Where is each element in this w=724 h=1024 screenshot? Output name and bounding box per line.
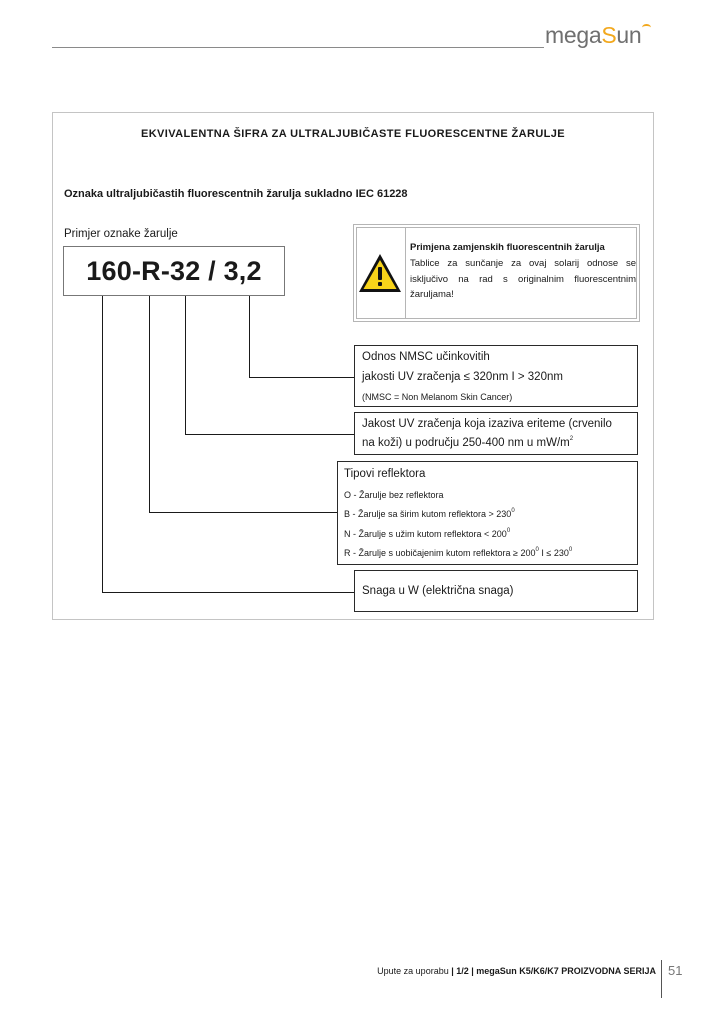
warning-divider xyxy=(405,227,406,319)
degree-sup: 0 xyxy=(506,528,511,534)
connector-power-vertical xyxy=(102,296,103,593)
warning-title: Primjena zamjenskih fluorescentnih žarulja xyxy=(410,242,605,253)
lamp-code-box xyxy=(63,246,285,296)
erythema-line1: Jakost UV zračenja koja izaziva eriteme (crvenilo xyxy=(362,418,612,430)
logo-accent: S xyxy=(601,22,617,48)
nmsc-note: (NMSC = Non Melanom Skin Cancer) xyxy=(362,392,513,402)
warning-triangle-icon xyxy=(357,251,403,295)
reflector-item xyxy=(344,529,510,539)
example-label: Primjer oznake žarulje xyxy=(64,228,178,240)
page-number: 51 xyxy=(668,963,683,978)
reflector-item-text: N - Žarulje s užim kutom reflektora < 200 xyxy=(344,529,507,539)
erythema-line2-text: na koži) u području 250-400 nm u mW/m xyxy=(362,437,570,449)
reflector-item-text: I ≤ 230 xyxy=(538,548,569,558)
sun-ray-icon xyxy=(642,24,651,31)
footer-prefix: Upute za uporabu xyxy=(377,966,452,976)
connector-power-horizontal xyxy=(102,592,354,593)
section-subtitle: Oznaka ultraljubičastih fluorescentnih žarulja sukladno IEC 61228 xyxy=(64,188,408,200)
logo-suffix: un xyxy=(616,22,642,48)
footer-separator: | xyxy=(451,966,457,976)
footer-rule xyxy=(661,960,662,998)
degree-sup: 0 xyxy=(535,547,539,553)
logo-prefix: mega xyxy=(545,22,602,48)
connector-reflector-horizontal xyxy=(149,512,337,513)
lamp-code: 160-R-32 / 3,2 xyxy=(86,255,262,286)
header-rule xyxy=(52,47,544,48)
reflector-title: Tipovi reflektora xyxy=(344,468,426,480)
erythema-unit-sup: 2 xyxy=(569,436,574,442)
connector-reflector-vertical xyxy=(149,296,150,513)
power-text: Snaga u W (električna snaga) xyxy=(362,585,514,597)
degree-sup: 0 xyxy=(511,508,515,514)
footer-series: 1/2 | megaSun K5/K6/K7 PROIZVODNA SERIJA xyxy=(456,966,656,976)
degree-sup: 0 xyxy=(568,547,573,553)
nmsc-line1: Odnos NMSC učinkovitih xyxy=(362,351,490,363)
footer-text xyxy=(300,966,656,976)
reflector-item-text: R - Žarulje s uobičajenim kutom reflektora ≥ 200 xyxy=(344,548,536,558)
reflector-item-text: B - Žarulje sa širim kutom reflektora > 230 xyxy=(344,509,512,519)
reflector-item xyxy=(344,548,572,558)
connector-nmsc-vertical xyxy=(249,296,250,378)
warning-text: Tablice za sunčanje za ovaj solarij odnose se isključivo na rad s originalnim fluorescentnim žaruljama! xyxy=(410,258,636,300)
reflector-item: O - Žarulje bez reflektora xyxy=(344,490,444,500)
erythema-line2 xyxy=(362,437,573,449)
connector-erythema-vertical xyxy=(185,296,186,435)
connector-erythema-horizontal xyxy=(185,434,354,435)
connector-nmsc-horizontal xyxy=(249,377,354,378)
reflector-item xyxy=(344,509,515,519)
page-title: EKVIVALENTNA ŠIFRA ZA ULTRALJUBIČASTE FLUORESCENTNE ŽARULJE xyxy=(140,128,566,140)
megasun-logo xyxy=(545,20,641,50)
nmsc-line2: jakosti UV zračenja ≤ 320nm I > 320nm xyxy=(362,371,563,383)
